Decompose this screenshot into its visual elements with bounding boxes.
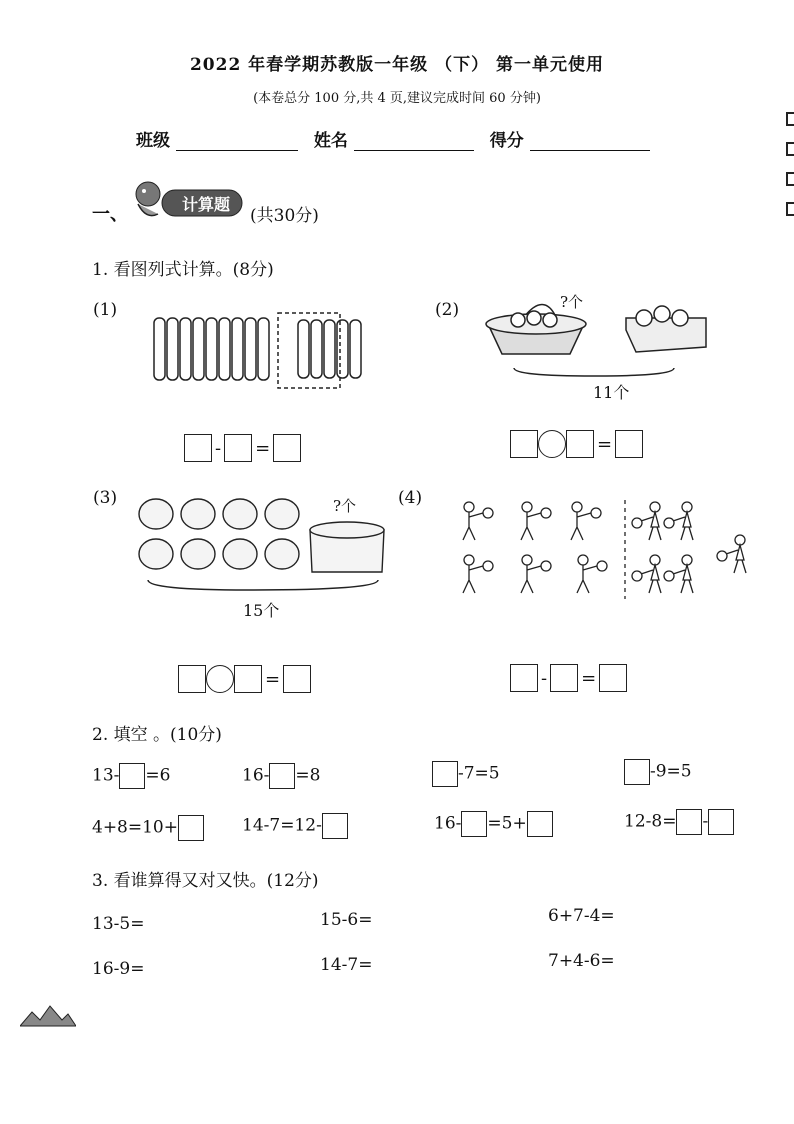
p2-label: (2) — [435, 300, 460, 320]
class-label: 班级 — [136, 131, 170, 151]
section-points: (共30分) — [250, 206, 319, 226]
fill-3-box[interactable] — [432, 761, 458, 787]
q1-title: 1. 看图列式计算。(8分) — [92, 260, 274, 280]
p3-label: (3) — [93, 488, 118, 508]
class-blank[interactable] — [176, 150, 298, 151]
p3-operator-circle[interactable] — [206, 665, 234, 693]
fill-5: 4+8=10+ — [92, 815, 204, 841]
p4-box-3[interactable] — [599, 664, 627, 692]
p2-operator-circle[interactable] — [538, 430, 566, 458]
name-label: 姓名 — [313, 131, 348, 151]
sticks-illustration — [148, 310, 378, 390]
p3-box-2[interactable] — [234, 665, 262, 693]
name-blank[interactable] — [354, 150, 474, 151]
fill-8-box-1[interactable] — [676, 809, 702, 835]
calc-item: 13-5= — [92, 914, 145, 934]
p2-total: 11个 — [593, 383, 630, 402]
fill-3: -7=5 — [432, 761, 500, 787]
p3-box-3[interactable] — [283, 665, 311, 693]
fill-2-box[interactable] — [269, 763, 295, 789]
fill-4-box[interactable] — [624, 759, 650, 785]
fill-8: 12-8= - — [624, 809, 734, 835]
section-number: 一、 — [92, 204, 128, 225]
p1-box-3[interactable] — [273, 434, 301, 462]
p3-question: ?个 — [333, 497, 357, 515]
calc-item: 16-9= — [92, 959, 145, 979]
p3-equation: = — [178, 665, 311, 693]
p1-label: (1) — [93, 300, 118, 320]
basket-box-illustration — [484, 292, 720, 377]
fill-7: 16- =5+ — [434, 811, 553, 837]
score-label: 得分 — [489, 131, 524, 151]
fill-1-box[interactable] — [119, 763, 145, 789]
fill-8-box-2[interactable] — [708, 809, 734, 835]
fill-5-box[interactable] — [178, 815, 204, 841]
p1-box-1[interactable] — [184, 434, 212, 462]
fill-4: -9=5 — [624, 759, 692, 785]
p3-total: 15个 — [243, 601, 280, 620]
fill-2: 16- =8 — [242, 763, 320, 789]
section-badge — [130, 176, 245, 224]
players-illustration — [455, 495, 755, 605]
fill-7-box-2[interactable] — [527, 811, 553, 837]
q3-title: 3. 看谁算得又对又快。(12分) — [92, 871, 319, 891]
fill-1: 13- =6 — [92, 763, 170, 789]
score-blank[interactable] — [530, 150, 650, 151]
badge-label: 计算题 — [181, 195, 230, 214]
calc-item: 14-7= — [320, 955, 373, 975]
p3-box-1[interactable] — [178, 665, 206, 693]
calc-item: 6+7-4= — [548, 906, 615, 926]
pumpkins-illustration — [138, 492, 398, 597]
page-subtitle: (本卷总分 100 分,共 4 页,建议完成时间 60 分钟) — [253, 91, 541, 106]
p1-equation: - = — [184, 434, 301, 462]
q2-title: 2. 填空 。(10分) — [92, 725, 222, 745]
info-row — [136, 126, 650, 151]
p2-equation: = — [510, 430, 643, 458]
p4-box-1[interactable] — [510, 664, 538, 692]
fill-6-box[interactable] — [322, 813, 348, 839]
fill-7-box-1[interactable] — [461, 811, 487, 837]
edge-marks — [786, 112, 794, 227]
calc-item: 15-6= — [320, 910, 373, 930]
p2-box-2[interactable] — [566, 430, 594, 458]
p2-question: ?个 — [560, 293, 584, 311]
page-title: 2022 年春学期苏教版一年级 （下） 第一单元使用 — [189, 55, 605, 75]
fill-6: 14-7=12- — [242, 813, 348, 839]
p4-box-2[interactable] — [550, 664, 578, 692]
mountain-decoration-icon — [20, 1004, 76, 1028]
calc-item: 7+4-6= — [548, 951, 615, 971]
p1-box-2[interactable] — [224, 434, 252, 462]
p4-equation: - = — [510, 664, 627, 692]
p4-label: (4) — [398, 488, 423, 508]
p2-box-3[interactable] — [615, 430, 643, 458]
p2-box-1[interactable] — [510, 430, 538, 458]
